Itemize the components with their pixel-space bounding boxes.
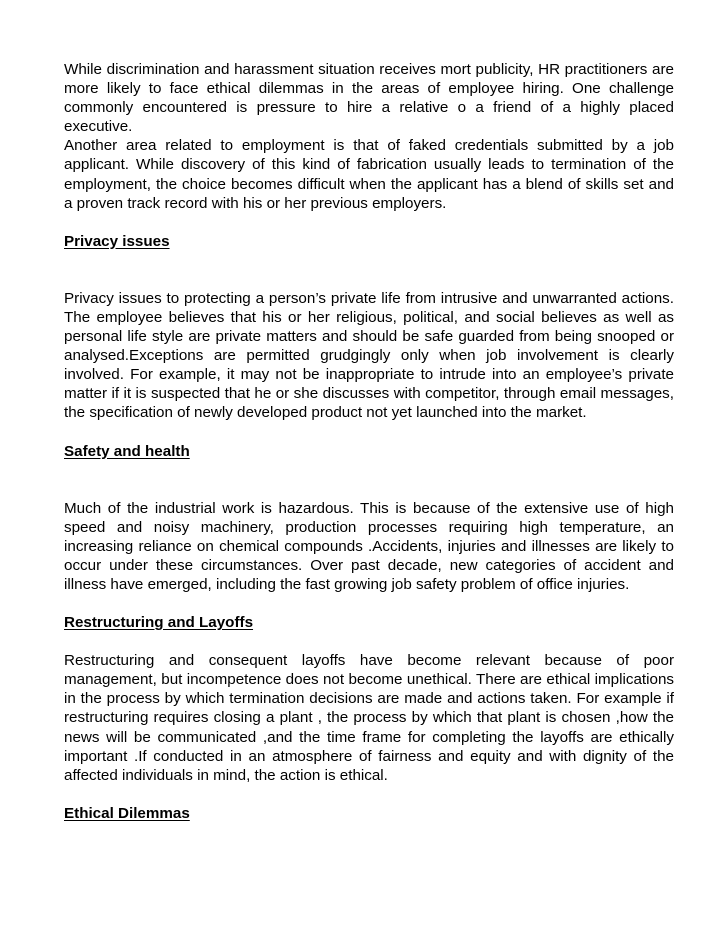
spacer — [64, 251, 674, 289]
spacer — [64, 213, 674, 232]
heading-privacy-issues: Privacy issues — [64, 232, 170, 250]
restructuring-paragraph: Restructuring and consequent layoffs have become relevant because of poor management, but incompetence does not become unethical. There are ethical implications in the process by which termination decisions are made and actions taken. For example if restructuring requires closing a plant , the process by which that plant is chosen ,how the news will be communicated ,and the time frame for completing the layoffs are ethically important .If conducted in an atmosphere of fairness and equity and with dignity of the affected individuals in mind, the action is ethical. — [64, 652, 674, 784]
intro-paragraph-credentials: Another area related to employment is that of faked credentials submitted by a job applicant. While discovery of this kind of fabrication usually leads to termination of the employment, the choice becomes difficult when the applicant has a blend of skills set and a proven track record with his or her previous employers. — [64, 137, 674, 212]
heading-restructuring-and-layoffs: Restructuring and Layoffs — [64, 614, 254, 632]
document-page — [64, 60, 674, 823]
spacer — [64, 461, 674, 499]
privacy-paragraph: Privacy issues to protecting a person’s private life from intrusive and unwarranted actions. The employee believes that his or her religious, political, and social believes as well as personal life style are private matters and should be safe guarded from being snooped or analysed.Exceptions are permitted grudgingly only when job involvement is clearly involved. For example, it may not be inappropriate to intrude into an employee’s private matter if it is suspected that he or she discusses with competitor, through email messages, the specification of newly developed product not yet launched into the market. — [64, 289, 674, 422]
spacer — [64, 423, 674, 442]
spacer — [64, 785, 674, 804]
heading-safety-and-health: Safety and health — [64, 442, 190, 460]
spacer — [64, 632, 674, 651]
intro-paragraph-hiring: While discrimination and harassment situation receives mort publicity, HR practitioners are more likely to face ethical dilemmas in the areas of employee hiring. One challenge commonly encountered is pressure to hire a relative o a friend of a highly placed executive. — [64, 61, 674, 136]
heading-ethical-dilemmas: Ethical Dilemmas — [64, 804, 190, 822]
safety-paragraph: Much of the industrial work is hazardous. This is because of the extensive use of high speed and noisy machinery, production processes requiring high temperature, an increasing reliance on chemical compounds .Accidents, injuries and illnesses are likely to occur under these circumstances. Over past decade, new categories of accident and illness have emerged, including the fast growing job safety problem of office injuries. — [64, 499, 674, 593]
spacer — [64, 594, 674, 613]
